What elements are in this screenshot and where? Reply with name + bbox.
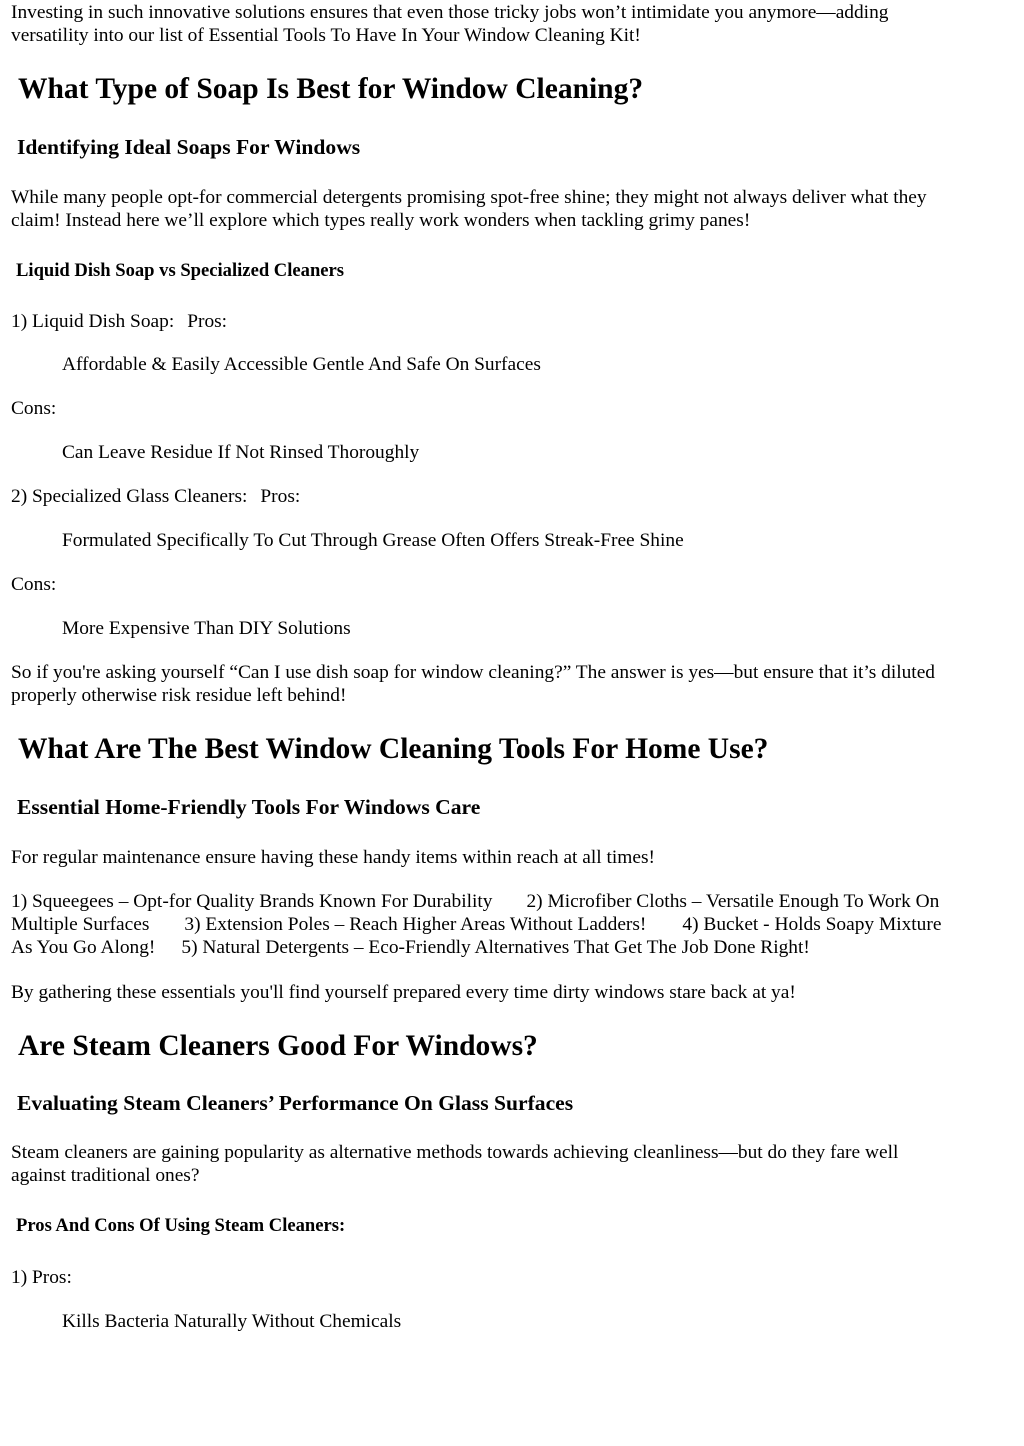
steam-pros-title: 1) Pros: <box>11 1267 72 1288</box>
tools-subheading: Essential Home-Friendly Tools For Windows Care <box>17 795 481 819</box>
dish-soap-cons: Can Leave Residue If Not Rinsed Thoroughly <box>62 442 420 463</box>
tools-intro: For regular maintenance ensure having these handy items within reach at all times! <box>11 847 655 868</box>
glass-cleaner-item <box>11 485 300 508</box>
soap-subheading: Identifying Ideal Soaps For Windows <box>17 135 361 159</box>
steam-pros-cons-heading: Pros And Cons Of Using Steam Cleaners: <box>16 1215 346 1236</box>
glass-cleaner-pros-label: Pros: <box>260 486 301 507</box>
tools-list-item-bucket: 4) Bucket - Holds Soapy Mixture <box>682 914 942 935</box>
soap-conclusion-line-2: properly otherwise risk residue left behind! <box>11 685 347 706</box>
soap-comparison-heading: Liquid Dish Soap vs Specialized Cleaners <box>16 260 345 281</box>
dish-soap-pros-label: Pros: <box>187 311 228 332</box>
dish-soap-title: 1) Liquid Dish Soap: <box>11 311 175 332</box>
glass-cleaner-title: 2) Specialized Glass Cleaners: <box>11 486 248 507</box>
steam-subheading: Evaluating Steam Cleaners’ Performance On Glass Surfaces <box>17 1091 574 1115</box>
steam-paragraph-line-2: against traditional ones? <box>11 1165 200 1186</box>
soap-conclusion-line-1: So if you're asking yourself “Can I use dish soap for window cleaning?” The answer is yes—but ensure that it’s diluted <box>11 662 935 683</box>
intro-paragraph-line-1: Investing in such innovative solutions ensures that even those tricky jobs won’t intimidate you anymore—adding <box>11 2 889 23</box>
steam-section-heading: Are Steam Cleaners Good For Windows? <box>18 1030 538 1062</box>
intro-paragraph-line-2: versatility into our list of Essential Tools To Have In Your Window Cleaning Kit! <box>11 25 641 46</box>
dish-soap-item <box>11 310 227 333</box>
glass-cleaner-pros: Formulated Specifically To Cut Through Grease Often Offers Streak-Free Shine <box>62 530 684 551</box>
soap-section-heading: What Type of Soap Is Best for Window Cleaning? <box>18 73 644 105</box>
tools-list-item-natural-detergents: 5) Natural Detergents – Eco-Friendly Alternatives That Get The Job Done Right! <box>181 937 810 958</box>
steam-paragraph-line-1: Steam cleaners are gaining popularity as alternative methods towards achieving cleanliness—but do they fare well <box>11 1142 899 1163</box>
glass-cleaner-cons: More Expensive Than DIY Solutions <box>62 618 351 639</box>
tools-list-line-2 <box>11 913 941 936</box>
tools-closing: By gathering these essentials you'll find yourself prepared every time dirty windows stare back at ya! <box>11 982 796 1003</box>
tools-section-heading: What Are The Best Window Cleaning Tools For Home Use? <box>18 733 769 765</box>
tools-list-item-extension-poles: 3) Extension Poles – Reach Higher Areas Without Ladders! <box>184 914 647 935</box>
dish-soap-pros: Affordable & Easily Accessible Gentle And Safe On Surfaces <box>62 354 541 375</box>
tools-list-item-bucket-cont: As You Go Along! <box>11 937 156 958</box>
tools-list-line-3 <box>11 936 810 959</box>
tools-list-item-microfiber: 2) Microfiber Cloths – Versatile Enough To Work On <box>526 891 940 912</box>
dish-soap-cons-label: Cons: <box>11 398 57 419</box>
glass-cleaner-cons-label: Cons: <box>11 574 57 595</box>
tools-list-item-microfiber-cont: Multiple Surfaces <box>11 914 150 935</box>
soap-paragraph-line-2: claim! Instead here we’ll explore which types really work wonders when tackling grimy panes! <box>11 210 751 231</box>
steam-pros: Kills Bacteria Naturally Without Chemicals <box>62 1311 402 1332</box>
soap-paragraph-line-1: While many people opt-for commercial detergents promising spot-free shine; they might not always deliver what they <box>11 187 927 208</box>
tools-list-line-1 <box>11 890 939 913</box>
tools-list-item-squeegees: 1) Squeegees – Opt-for Quality Brands Known For Durability <box>11 891 493 912</box>
